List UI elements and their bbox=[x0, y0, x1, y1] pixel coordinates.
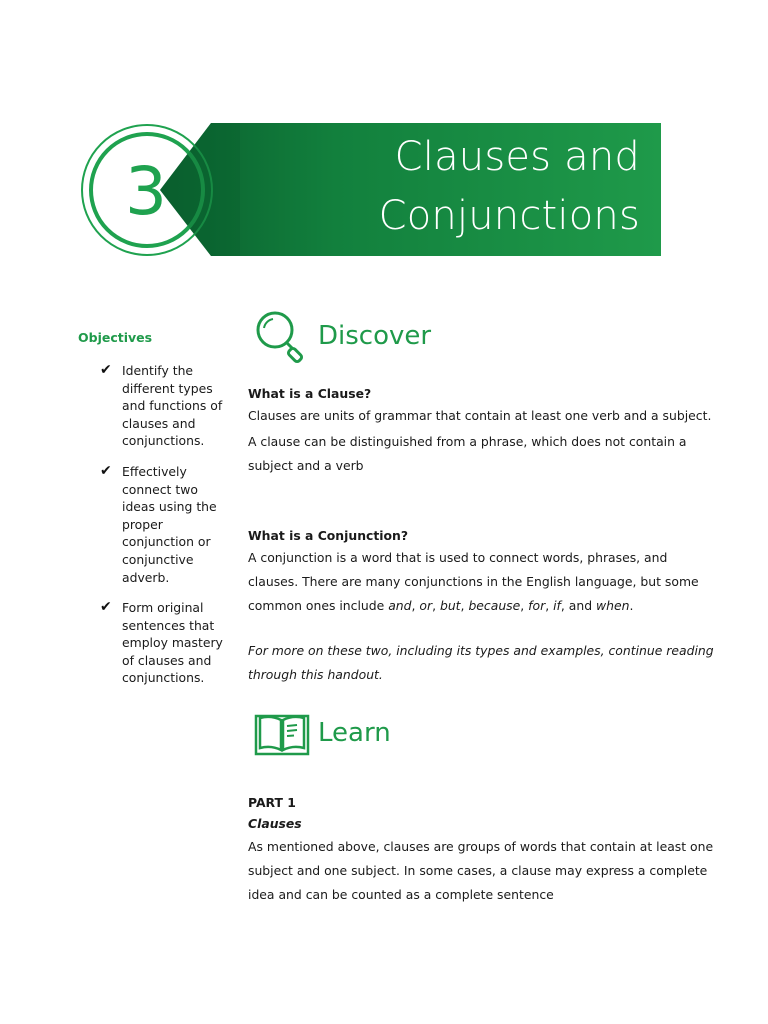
handout-note bbox=[248, 639, 718, 687]
page-title-line-2: Conjunctions bbox=[378, 193, 640, 239]
learn-heading: Learn bbox=[318, 718, 391, 748]
example-or: or bbox=[419, 598, 433, 613]
objective-text: Form original sentences that employ mastery of clauses and conjunctions. bbox=[122, 600, 223, 686]
check-icon: ✔ bbox=[100, 362, 112, 378]
clause-definition: Clauses are units of grammar that contain at least one verb and a subject. bbox=[248, 408, 712, 423]
magnifier-icon bbox=[253, 306, 309, 366]
discover-content bbox=[248, 384, 718, 478]
objective-text: Identify the different types and functions of clauses and conjunctions. bbox=[122, 363, 223, 449]
learn-content bbox=[248, 793, 718, 907]
example-because: because bbox=[468, 598, 521, 613]
check-icon: ✔ bbox=[100, 599, 112, 615]
part-label: PART 1 bbox=[248, 795, 296, 810]
objectives-heading: Objectives bbox=[78, 330, 153, 345]
clause-distinction: A clause can be distinguished from a phrase, which does not contain a subject and a verb bbox=[248, 434, 687, 473]
example-but: but bbox=[439, 598, 461, 613]
example-if: if bbox=[553, 598, 561, 613]
conjunction-definition: A conjunction is a word that is used to connect words, phrases, and clauses. There are many conjunctions in the English language, but some common ones include and, or, but, because, for, if, and when. bbox=[248, 550, 699, 613]
conjunction-definition-text: A conjunction is a word that is used to connect words, phrases, and clauses. There are many conjunctions in the English language, but some common ones include bbox=[248, 550, 699, 613]
chapter-number: 3 bbox=[125, 153, 167, 230]
page-title-line-1: Clauses and bbox=[394, 134, 640, 180]
check-icon: ✔ bbox=[100, 463, 112, 479]
handout-note-text: For more on these two, including its types and examples, continue reading through this handout. bbox=[248, 643, 714, 682]
discover-heading: Discover bbox=[318, 321, 432, 351]
example-and: and bbox=[388, 598, 412, 613]
conjunction-content bbox=[248, 526, 718, 618]
clause-heading: What is a Clause? bbox=[248, 386, 372, 401]
open-book-icon bbox=[254, 710, 310, 756]
objective-text: Effectively connect two ideas using the proper conjunction or conjunctive adverb. bbox=[122, 464, 217, 585]
example-when: when bbox=[596, 598, 630, 613]
conjunction-heading: What is a Conjunction? bbox=[248, 528, 409, 543]
part-subtitle: Clauses bbox=[248, 816, 302, 831]
part-text: As mentioned above, clauses are groups of words that contain at least one subject and one subject. In some cases, a clause may express a complete idea and can be counted as a complete sentence bbox=[248, 839, 714, 902]
example-for: for bbox=[528, 598, 546, 613]
